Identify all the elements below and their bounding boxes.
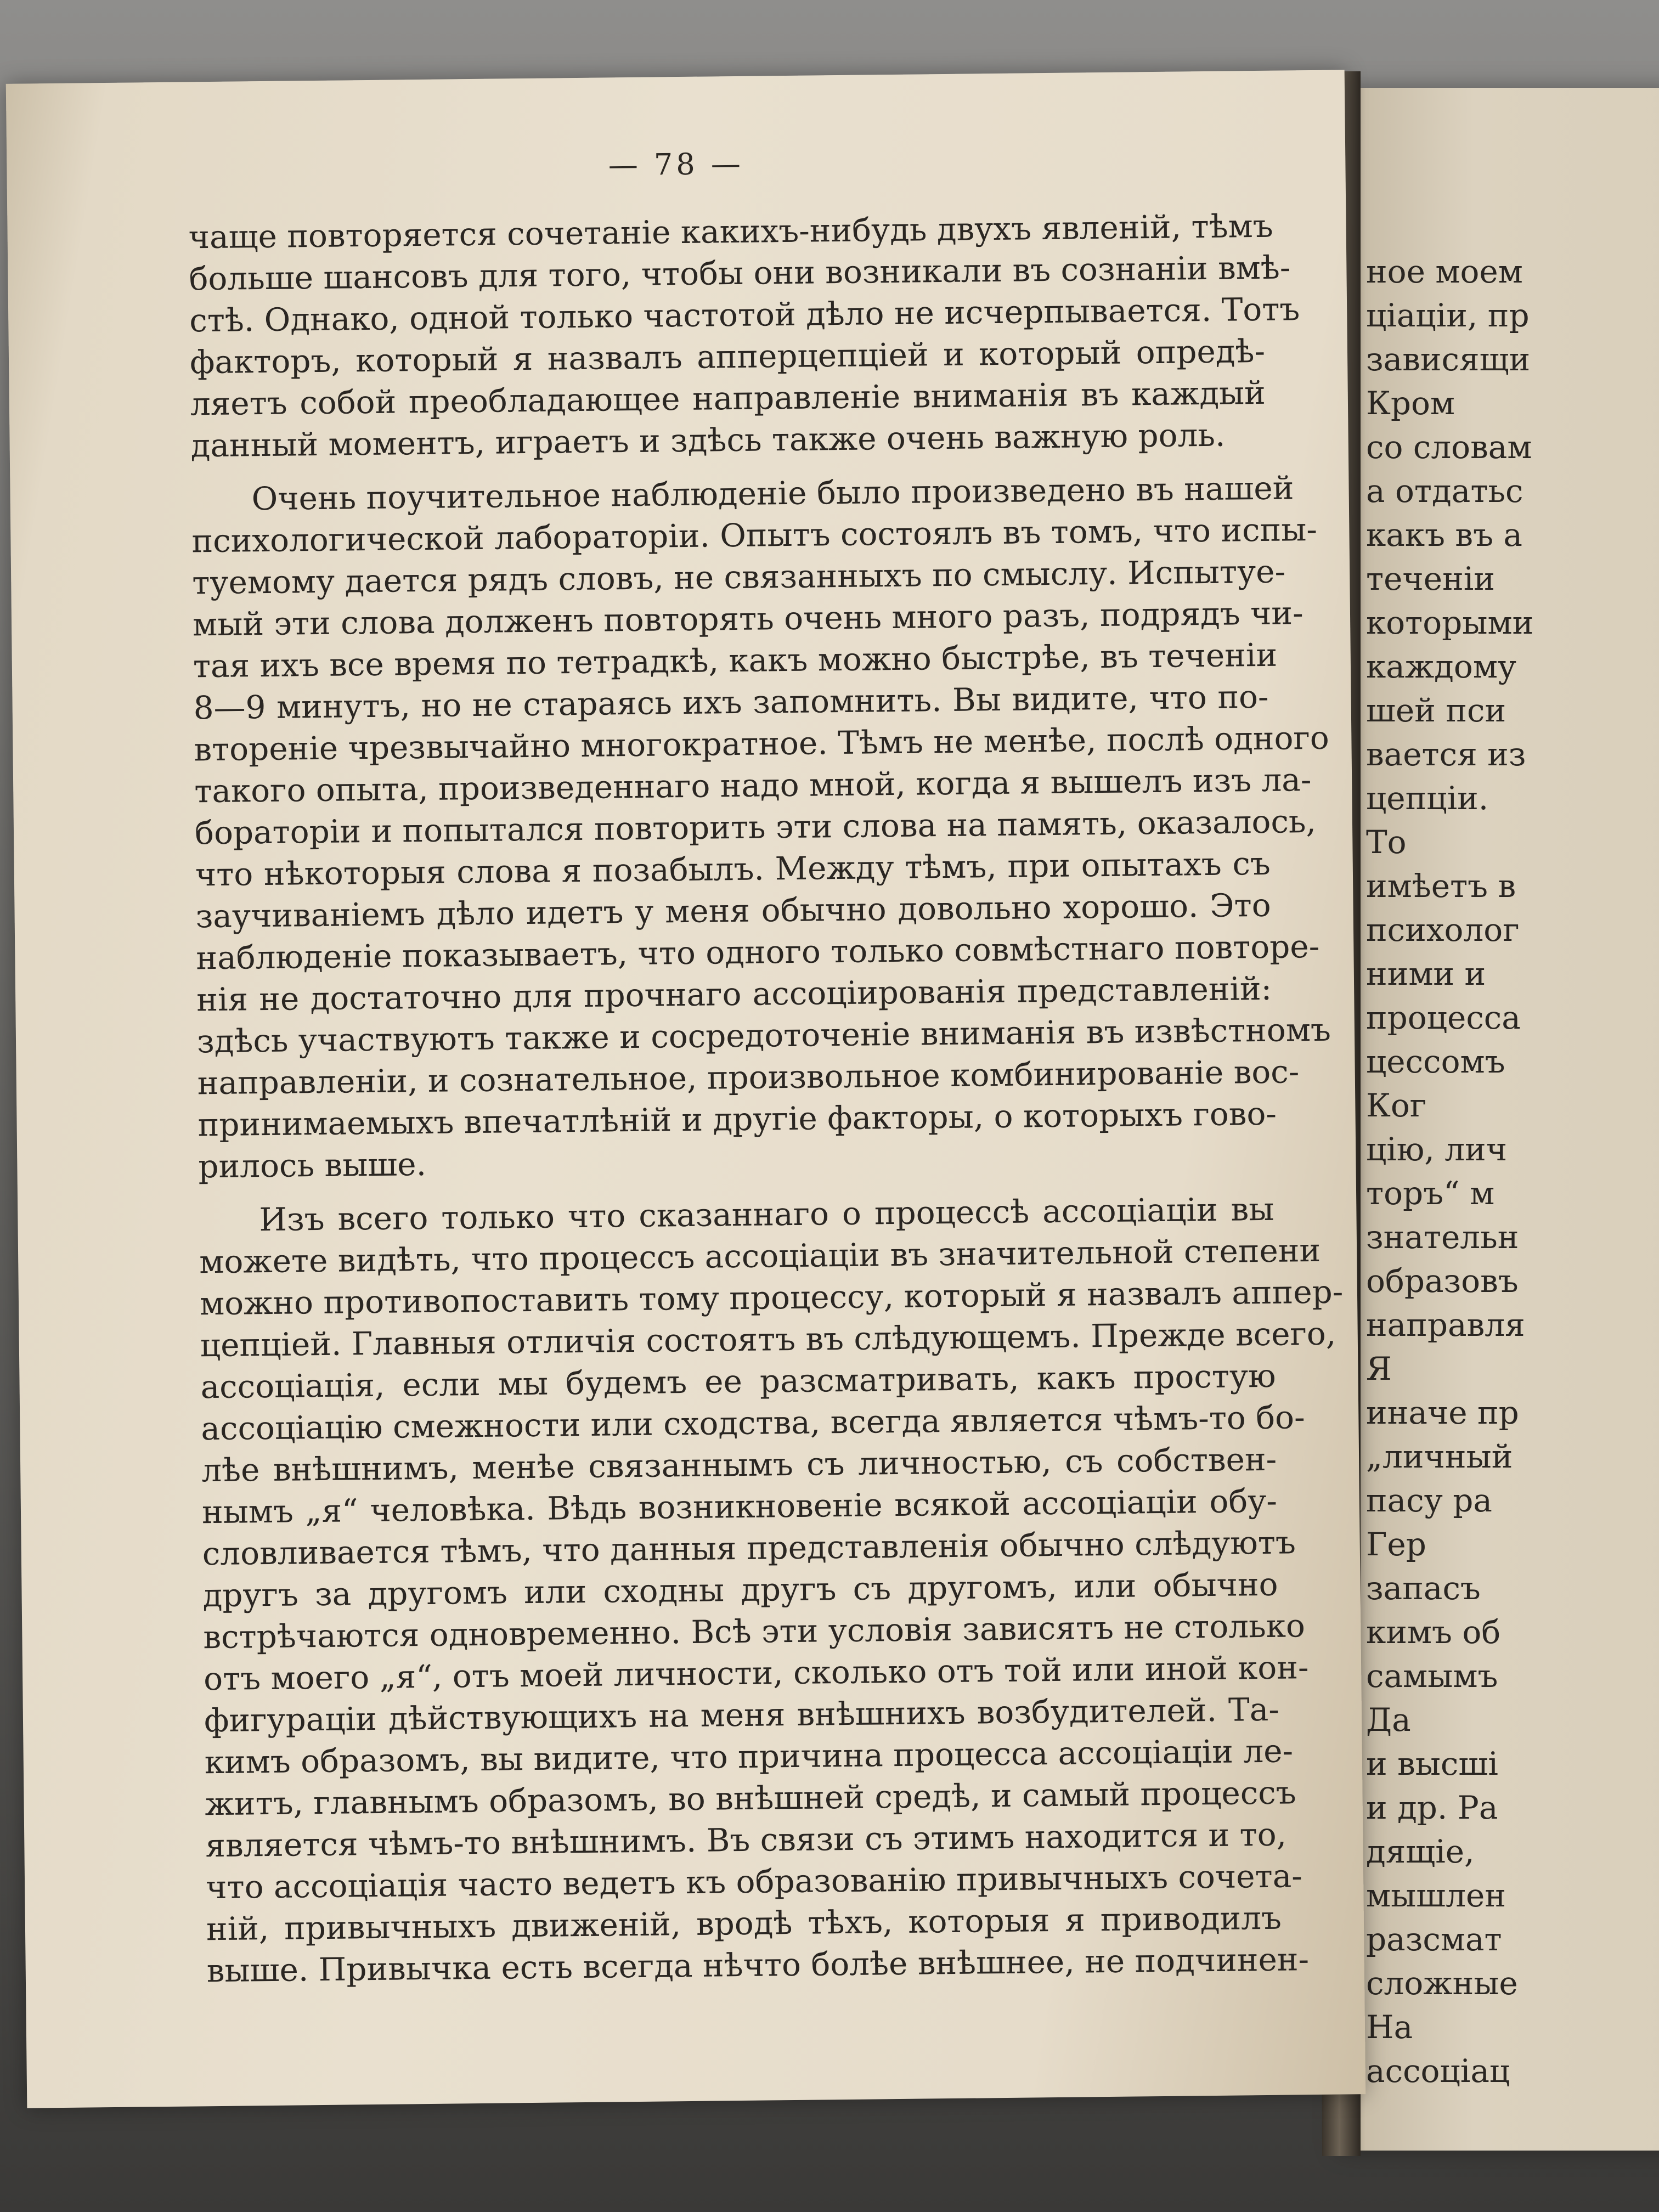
text-line: фигураціи дѣйствующихъ на меня внѣшнихъ возбудителей. Та- [204,1690,1280,1740]
text-line: такого опыта, произведеннаго надо мной, когда я вышелъ изъ ла- [194,761,1312,810]
text-fragment: имѣетъ в [1366,867,1516,905]
text-fragment: цессомъ [1366,1043,1505,1080]
text-fragment: процесса [1366,999,1521,1036]
text-fragment: кимъ об [1366,1613,1501,1651]
text-fragment: мышлен [1366,1877,1506,1914]
text-line: 8—9 минутъ, но не стараясь ихъ запомнить. Вы видите, что по- [193,678,1269,727]
text-line: наблюденіе показываетъ, что одного только совмѣстнаго повторе- [196,927,1320,977]
text-line: нымъ „я“ человѣка. Вѣдь возникновеніе всякой ассоціаціи обу- [201,1482,1278,1531]
text-fragment: ное моем [1366,253,1523,290]
text-fragment: вается из [1366,736,1526,773]
text-line: мый эти слова долженъ повторять очень много разъ, подрядъ чи- [192,594,1304,644]
text-line: факторъ, который я назвалъ апперцепціей и который опредѣ- [189,332,1266,381]
text-fragment: запасъ [1366,1570,1481,1607]
text-line: Изъ всего только что сказаннаго о процессѣ ассоціаціи вы [259,1190,1274,1239]
text-line: чаще повторяется сочетаніе какихъ-нибудь двухъ явленій, тѣмъ [188,207,1273,256]
text-fragment: Гер [1366,1526,1426,1563]
text-fragment: психолог [1366,911,1520,949]
text-fragment: торъ“ м [1366,1175,1495,1212]
text-line: стѣ. Однако, одной только частотой дѣло не исчерпывается. Тотъ [189,290,1300,340]
paragraph [191,467,1331,1187]
text-fragment: каждому [1366,648,1517,685]
text-line: кимъ образомъ, вы видите, что причина процесса ассоціаціи ле- [204,1732,1294,1781]
text-line: что нѣкоторыя слова я позабылъ. Между тѣмъ, при опытахъ съ [195,844,1271,894]
text-line: психологической лабораторіи. Опытъ состоялъ въ томъ, что испы- [191,510,1318,560]
text-fragment: и др. Ра [1366,1789,1498,1826]
text-fragment: шей пси [1366,692,1506,729]
text-line: больше шансовъ для того, чтобы они возникали въ сознаніи вмѣ- [189,249,1291,298]
text-fragment: цію, лич [1366,1131,1508,1168]
text-line: лѣе внѣшнимъ, менѣе связаннымъ съ личностью, съ собствен- [201,1440,1277,1489]
text-fragment: которыми [1366,604,1534,641]
left-page [6,70,1366,2108]
text-line: нія не достаточно для прочнаго ассоцiированія представленій: [196,969,1272,1019]
text-line: цепціей. Главныя отличія состоятъ въ слѣдующемъ. Прежде всего, [200,1314,1336,1364]
text-fragment: зависящи [1366,341,1531,378]
text-fragment: Кром [1366,385,1455,422]
text-fragment: иначе пр [1366,1394,1519,1431]
text-line: ассоціація, если мы будемъ ее разсматривать, какъ простую [200,1357,1276,1406]
text-line: что ассоціація часто ведетъ къ образованію привычныхъ сочета- [205,1857,1303,1906]
text-fragment: пасу ра [1366,1482,1492,1519]
text-line: является чѣмъ-то внѣшнимъ. Въ связи съ этимъ находится и то, [205,1815,1287,1865]
text-fragment: Ког [1366,1087,1427,1124]
text-line: можете видѣть, что процессъ ассоціаціи въ значительной степени [199,1231,1321,1281]
text-line: выше. Привычка есть всегда нѣчто болѣе внѣшнее, не подчинен- [206,1940,1310,1990]
text-fragment: ассоціац [1366,2052,1510,2090]
text-line: бораторіи и попытался повторить эти слова на память, оказалось, [194,802,1317,852]
text-line: туемому дается рядъ словъ, не связанныхъ по смыслу. Испытуе- [191,552,1286,602]
text-column [188,205,1344,1991]
text-line: рилось выше. [198,1145,427,1186]
text-line: здѣсь участвуютъ также и сосредоточеніе вниманія въ извѣстномъ [196,1011,1331,1060]
text-line: ній, привычныхъ движеній, вродѣ тѣхъ, которыя я приводилъ [206,1899,1282,1948]
text-fragment: ціаціи, пр [1366,297,1530,334]
text-fragment: теченіи [1366,560,1495,597]
text-fragment: какъ въ а [1366,516,1522,554]
text-fragment: разсмат [1366,1921,1502,1958]
text-line: Очень поучительное наблюденіе было произведено въ нашей [251,469,1294,518]
text-line: другъ за другомъ или сходны другъ съ другомъ, или обычно [202,1565,1278,1615]
text-fragment: направля [1366,1306,1525,1344]
text-fragment: а отдатьс [1366,472,1523,510]
text-fragment: цепціи. [1366,780,1489,817]
text-fragment: со словам [1366,428,1532,466]
text-fragment: Я [1366,1350,1392,1387]
text-fragment: знательн [1366,1218,1519,1256]
text-line: ассоціацію смежности или сходства, всегда является чѣмъ-то бо- [201,1398,1305,1448]
text-fragment: дящіе, [1366,1833,1475,1870]
text-fragment: То [1366,823,1407,861]
text-fragment: ними и [1366,955,1486,992]
text-line: ляетъ собой преобладающее направленіе вниманія въ каждый [190,374,1266,423]
text-fragment: Да [1366,1701,1411,1739]
paragraph [199,1188,1344,1991]
text-line: житъ, главнымъ образомъ, во внѣшней средѣ, и самый процессъ [205,1774,1296,1823]
text-fragment: образовъ [1366,1262,1519,1300]
text-line: втореніе чрезвычайно многократное. Тѣмъ не менѣе, послѣ одного [194,719,1330,769]
text-fragment: На [1366,2008,1413,2046]
text-line: встрѣчаются одновременно. Всѣ эти условія зависятъ не столько [203,1607,1306,1656]
text-fragment: сложные [1366,1965,1518,2002]
text-line: можно противопоставить тому процессу, который я назвалъ аппер- [199,1273,1344,1323]
text-line: направленіи, и сознательное, произвольное комбинированіе вос- [197,1053,1300,1102]
paragraph [188,205,1300,466]
text-fragment: „личный [1366,1438,1513,1475]
text-line: принимаемыхъ впечатлѣній и другіе факторы, о которыхъ гово- [198,1094,1277,1144]
text-line: данный моментъ, играетъ и здѣсь также очень важную роль. [190,416,1226,465]
text-line: тая ихъ все время по тетрадкѣ, какъ можно быстрѣе, въ теченіи [193,636,1278,685]
text-fragment: самымъ [1366,1657,1498,1695]
text-line: отъ моего „я“, отъ моей личности, сколько отъ той или иной кон- [203,1649,1309,1698]
text-line: заучиваніемъ дѣло идетъ у меня обычно довольно хорошо. Это [195,886,1271,935]
page-number: — 78 — [608,146,744,183]
text-fragment: и высші [1366,1745,1498,1782]
right-page [1339,88,1659,2151]
right-page-text [1366,250,1659,2093]
text-line: словливается тѣмъ, что данныя представленія обычно слѣдуютъ [202,1523,1296,1573]
